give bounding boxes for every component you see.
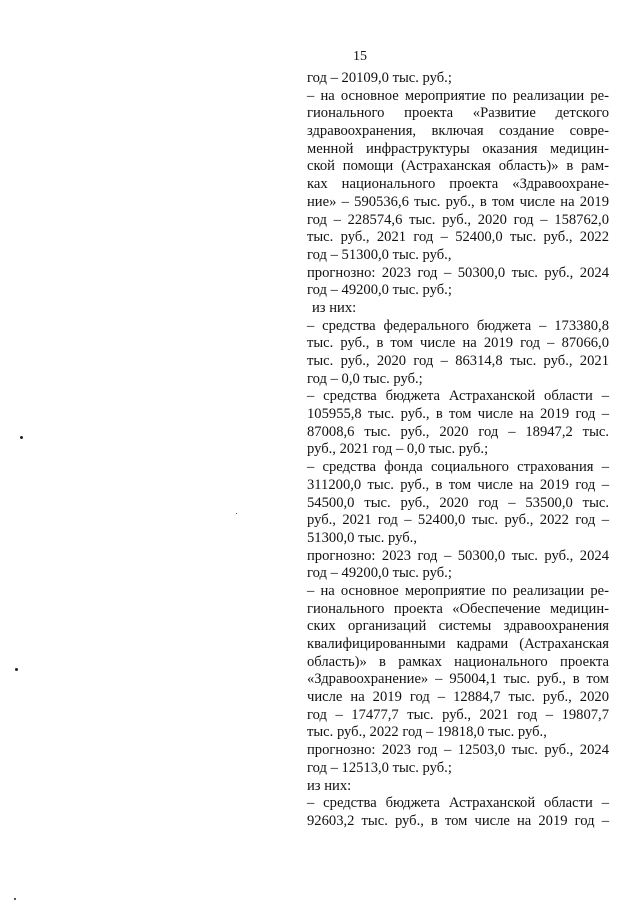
text-line: здравоохранения, включая создание совре- xyxy=(307,123,609,140)
text-line: 311200,0 тыс. руб., в том числе на 2019 год – xyxy=(307,476,609,493)
text-line: прогнозно: 2023 год – 12503,0 тыс. руб., 2024 xyxy=(307,742,609,759)
text-line: 51300,0 тыс. руб., xyxy=(307,529,417,546)
page-number: 15 xyxy=(353,49,367,64)
text-line: 92603,2 тыс. руб., в том числе на 2019 год – xyxy=(307,812,609,829)
text-line: руб., 2021 год – 0,0 тыс. руб.; xyxy=(307,441,489,458)
text-line: гионального проекта «Обеспечение медицин- xyxy=(307,600,609,617)
text-line: область)» в рамках национального проекта xyxy=(307,653,609,670)
text-line: «Здравоохранение» – 95004,1 тыс. руб., в том xyxy=(307,671,609,688)
text-line: прогнозно: 2023 год – 50300,0 тыс. руб., 2024 xyxy=(307,264,609,281)
text-line: тыс. руб., 2022 год – 19818,0 тыс. руб., xyxy=(307,724,547,741)
text-line: числе на 2019 год – 12884,7 тыс. руб., 2020 xyxy=(307,689,609,706)
scan-speck xyxy=(14,898,16,900)
text-line: год – 51300,0 тыс. руб., xyxy=(307,246,452,263)
text-line: – средства бюджета Астраханской области – xyxy=(307,388,609,405)
text-line: ских организаций системы здравоохранения xyxy=(307,618,609,635)
text-line: год – 17477,7 тыс. руб., 2021 год – 19807,7 xyxy=(307,706,609,723)
text-line: ние» – 590536,6 тыс. руб., в том числе на 2019 xyxy=(307,193,609,210)
text-line: год – 49200,0 тыс. руб.; xyxy=(307,565,452,582)
text-line: год – 228574,6 тыс. руб., 2020 год – 158762,0 xyxy=(307,211,609,228)
body-text xyxy=(307,70,609,831)
text-line: год – 12513,0 тыс. руб.; xyxy=(307,759,452,776)
scan-speck xyxy=(20,436,23,439)
text-line: ках национального проекта «Здравоохране- xyxy=(307,176,609,193)
text-line: 87008,6 тыс. руб., 2020 год – 18947,2 тыс. xyxy=(307,423,609,440)
text-line: – на основное мероприятие по реализации ре- xyxy=(307,582,609,599)
text-line: прогнозно: 2023 год – 50300,0 тыс. руб., 2024 xyxy=(307,547,609,564)
scan-speck xyxy=(15,668,18,671)
text-line: год – 49200,0 тыс. руб.; xyxy=(307,282,452,299)
text-line: тыс. руб., 2020 год – 86314,8 тыс. руб., 2021 xyxy=(307,353,609,369)
text-line: квалифицированными кадрами (Астраханская xyxy=(307,636,609,652)
text-line: менной инфраструктуры оказания медицин- xyxy=(307,140,609,157)
text-line: – средства федерального бюджета – 173380,8 xyxy=(307,317,609,334)
text-line: 54500,0 тыс. руб., 2020 год – 53500,0 тыс. xyxy=(307,494,609,511)
text-line: ской помощи (Астраханская область)» в рам- xyxy=(307,158,609,175)
text-line: тыс. руб., 2021 год – 52400,0 тыс. руб., 2022 xyxy=(307,229,609,246)
text-line: – средства фонда социального страхования – xyxy=(307,459,609,476)
text-line: год – 20109,0 тыс. руб.; xyxy=(307,70,452,86)
scan-speck xyxy=(236,513,237,514)
text-line: гионального проекта «Развитие детского xyxy=(307,105,609,122)
text-line: руб., 2021 год – 52400,0 тыс. руб., 2022 год – xyxy=(307,512,609,529)
text-line: тыс. руб., в том числе на 2019 год – 87066,0 xyxy=(307,335,609,352)
text-line: из них: xyxy=(307,777,352,794)
text-line: год – 0,0 тыс. руб.; xyxy=(307,370,423,387)
text-line: 105955,8 тыс. руб., в том числе на 2019 год – xyxy=(307,406,609,423)
text-line: – средства бюджета Астраханской области – xyxy=(307,795,609,812)
text-line: – на основное мероприятие по реализации ре- xyxy=(307,87,609,104)
text-line: из них: xyxy=(312,299,357,316)
